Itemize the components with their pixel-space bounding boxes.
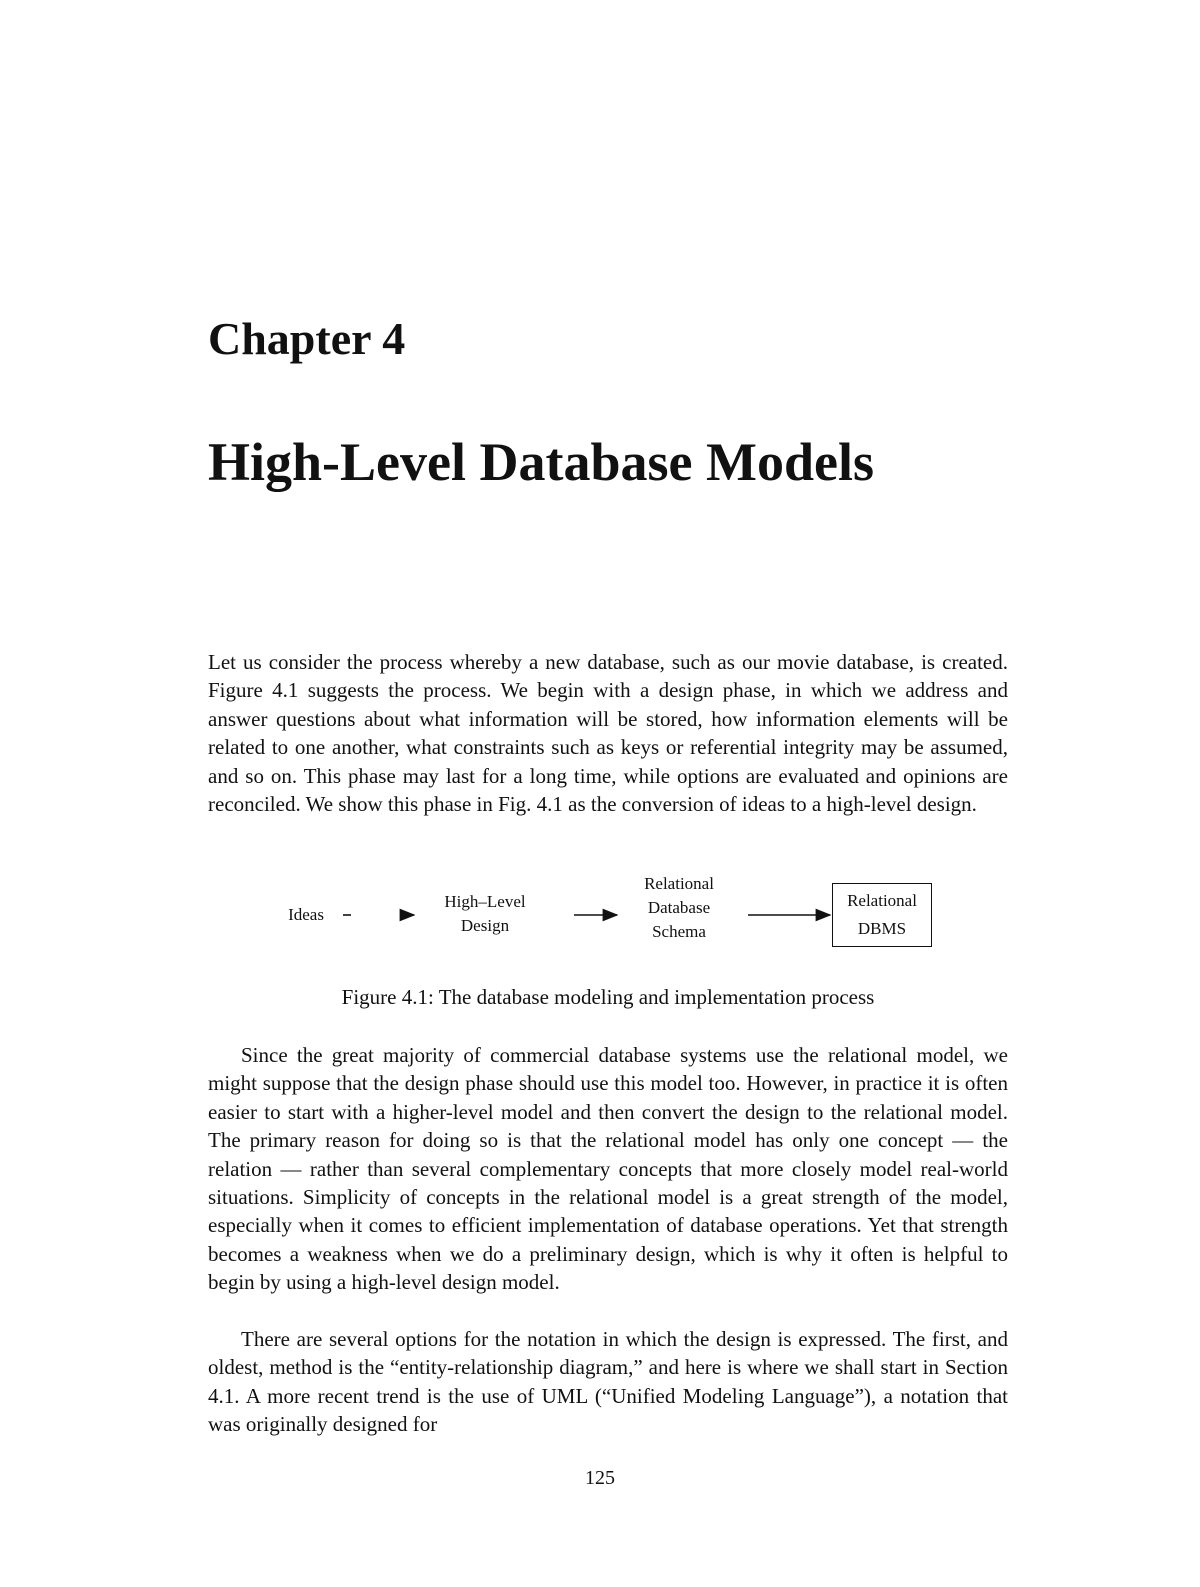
node-relational-dbms-line2: DBMS: [857, 919, 907, 938]
node-relational-schema-line1: Relational: [644, 874, 714, 893]
node-high-level-design: [425, 890, 545, 938]
node-high-level-design-line1: High–Level: [444, 892, 526, 911]
body-paragraph-2: Since the great majority of commercial database systems use the relational model, we might suppose that the design phase should use this model too. However, in practice it is often easier to start with a higher-level model and then convert the design to the relational model. The primary reason for doing so is that the relational model has only one concept — the relation — rather than several complementary concepts that more closely model real-world situations. Simplicity of concepts in the relational model is a great strength of the model, especially when it comes to efficient implementation of database operations. Yet that strength becomes a weakness when we do a preliminary design, which is why it often is helpful to begin by using a high-level design model.: [208, 1043, 1008, 1295]
page-number: 125: [585, 1467, 615, 1489]
intro-paragraph: Let us consider the process whereby a new database, such as our movie database, is created. Figure 4.1 suggests the process. We begin with a design phase, in which we address and answer questions about what information will be stored, how information elements will be related to one another, what constraints such as keys or referential integrity may be assumed, and so on. This phase may last for a long time, while options are evaluated and opinions are reconciled. We show this phase in Fig. 4.1 as the conversion of ideas to a high-level design.: [208, 650, 1008, 817]
node-high-level-design-line2: Design: [460, 916, 510, 935]
node-ideas: Ideas: [288, 905, 324, 924]
figure-caption: Figure 4.1: The database modeling and implementation process: [341, 985, 875, 1009]
chapter-title: High-Level Database Models: [208, 432, 874, 492]
node-relational-dbms: [832, 887, 932, 943]
node-relational-dbms-line1: Relational: [847, 891, 917, 910]
body-paragraph-3: There are several options for the notation in which the design is expressed. The first, and oldest, method is the “entity-relationship diagram,” and here is where we shall start in Section 4.1. A more recent trend is the use of UML (“Unified Modeling Language”), a notation that was originally designed for: [208, 1327, 1008, 1437]
node-relational-schema-line3: Schema: [652, 922, 706, 941]
node-relational-schema: [624, 872, 734, 944]
chapter-label: Chapter 4: [208, 313, 406, 364]
node-relational-schema-line2: Database: [647, 898, 711, 917]
